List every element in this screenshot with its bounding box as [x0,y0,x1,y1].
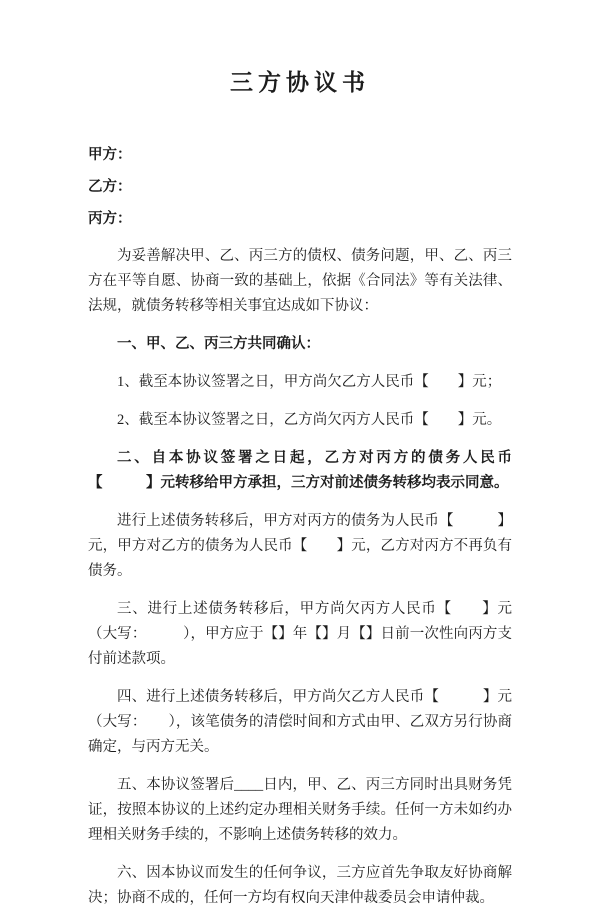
paragraph-clause-5: 五、本协议签署后____日内，甲、乙、丙三方同时出具财务凭证，按照本协议的上述约定办理相关财务手续。任何一方未如约办理相关财务手续的，不影响上述债务转移的效力。 [88,777,512,843]
parties-block [88,148,512,227]
paragraph-clause-1-item-2: 2、截至本协议签署之日，乙方尚欠丙方人民币【 】元。 [117,412,502,428]
paragraph-clause-2-continuation: 进行上述债务转移后，甲方对丙方的债务为人民币【 】元，甲方对乙方的债务为人民币【 】元，乙方对丙方不再负有债务。 [88,513,512,579]
party-label-yi: 乙方： [88,179,132,195]
paragraph-clause-6: 六、因本协议而发生的任何争议，三方应首先争取友好协商解决；协商不成的，任何一方均有权向天津仲裁委员会申请仲裁。 [88,865,512,906]
paragraph-clause-1-item-1: 1、截至本协议签署之日，甲方尚欠乙方人民币【 】元； [117,374,502,390]
paragraph-preamble: 为妥善解决甲、乙、丙三方的债权、债务问题，甲、乙、丙三方在平等自愿、协商一致的基础上，依据《合同法》等有关法律、法规，就债务转移等相关事宜达成如下协议： [88,248,512,314]
document-title: 三方协议书 [230,70,370,95]
paragraph-clause-3: 三、进行上述债务转移后，甲方尚欠丙方人民币【 】元（大写： ），甲方应于【】年【】月【】日前一次性向丙方支付前述款项。 [88,601,512,667]
agreement-body [88,244,512,911]
paragraph-clause-4: 四、进行上述债务转移后，甲方尚欠乙方人民币【 】元（大写： ），该笔债务的清偿时间和方式由甲、乙双方另行协商确定，与丙方无关。 [88,689,512,755]
party-label-bing: 丙方： [88,211,132,227]
paragraph-clause-1-heading: 一、甲、乙、丙三方共同确认： [117,336,320,352]
party-label-jia: 甲方： [88,147,132,163]
paragraph-clause-2: 二、自本协议签署之日起，乙方对丙方的债务人民币【 】元转移给甲方承担，三方对前述债务转移均表示同意。 [88,450,512,491]
